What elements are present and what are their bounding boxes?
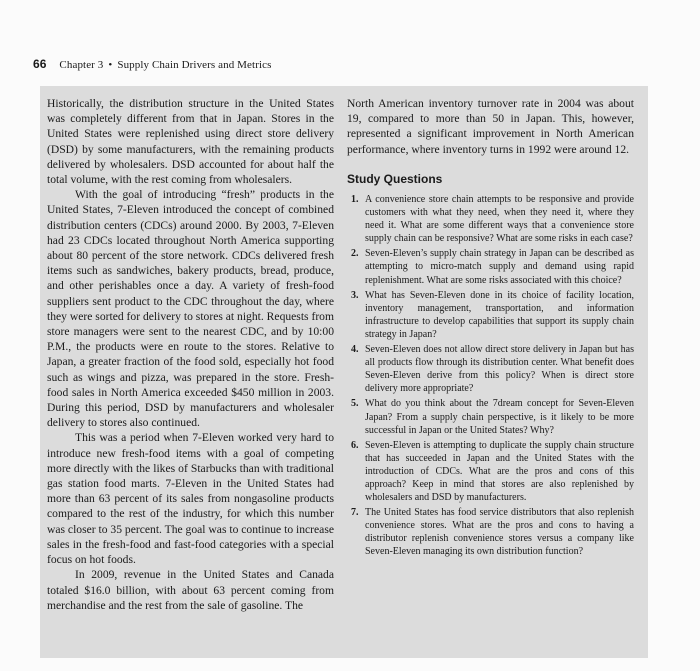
- list-item: [347, 193, 634, 245]
- study-questions-list: [347, 193, 634, 559]
- chapter-title: Supply Chain Drivers and Metrics: [117, 59, 272, 71]
- question-text: What do you think about the 7dream concept for Seven-Eleven Japan? From a supply chain perspective, is it likely to be more successful in Japan or the United States? Why?: [365, 398, 634, 436]
- question-text: The United States has food service distributors that also replenish convenience stores. What are the pros and cons to having a distributor replenish convenience stores versus a company like Seven-Eleven managing its own distribution function?: [365, 507, 634, 558]
- question-number: 6.: [351, 439, 359, 451]
- question-text: Seven-Eleven does not allow direct store delivery in Japan but has all products flow through its distribution center. What benefit does Seven-Eleven derive from this policy? When is direct store delivery more appropriate?: [365, 344, 634, 395]
- paragraph: In 2009, revenue in the United States and Canada totaled $16.0 billion, with about 63 percent coming from merchandise and the rest from the sale of gasoline. The: [47, 568, 334, 612]
- question-number: 4.: [351, 344, 359, 356]
- paragraph: With the goal of introducing “fresh” products in the United States, 7-Eleven introduced the concept of combined distribution centers (CDCs) around 2000. By 2003, 7-Eleven had 23 CDCs located throughout North America supporting about 80 percent of the store network. CDCs delivered fresh items such as sandwiches, bakery products, bread, produce, and other perishables once a day. A variety of fresh-food suppliers sent product to the CDC throughout the day, where they were sorted for delivery to stores at night. Requests from store managers were sent to the nearest CDC, and by 10:00 P.M., the products were en route to the stores. Relative to Japan, a greater fraction of the food sold, especially hot food such as wings and pizza, was prepared in the store. Fresh-food sales in North America exceeded $450 million in 2003. During this period, DSD by manufacturers and wholesaler delivery to stores also continued.: [47, 188, 334, 430]
- right-column: [347, 96, 634, 561]
- paragraph: Historically, the distribution structure in the United States was completely different from that in Japan. Stores in the United States were replenished using direct store delivery (DSD) by some manufacturers, with the remaining products delivered by wholesalers. DSD accounted for about half the total volume, with the rest coming from wholesalers.: [47, 97, 334, 187]
- question-number: 5.: [351, 398, 359, 410]
- list-item: [347, 343, 634, 395]
- study-questions-heading: Study Questions: [347, 171, 443, 186]
- list-item: [347, 397, 634, 436]
- question-text: A convenience store chain attempts to be responsive and provide customers with what they need, when they need it, where they need it. What are some different ways that a convenience store supply chain can be responsive? What are some risks in each case?: [365, 194, 634, 245]
- question-text: Seven-Eleven is attempting to duplicate the supply chain structure that has succeeded in Japan and the United States with the introduction of CDCs. What are the pros and cons of this approach? Keep in mind that stores are also replenished by wholesalers and DSD by manufacturers.: [365, 439, 634, 504]
- question-number: 3.: [351, 289, 359, 301]
- question-text: What has Seven-Eleven done in its choice of facility location, inventory management, transportation, and information infrastructure to develop capabilities that support its supply chain strategy in Japan?: [365, 289, 634, 340]
- list-item: [347, 247, 634, 286]
- paragraph: North American inventory turnover rate in 2004 was about 19, compared to more than 50 in Japan. This, however, represented a significant improvement in North American performance, where inventory turns in 1992 were around 12.: [347, 97, 634, 156]
- page-number: 66: [33, 57, 47, 71]
- list-item: [347, 439, 634, 504]
- list-item: [347, 506, 634, 558]
- question-number: 1.: [351, 194, 359, 206]
- question-number: 7.: [351, 507, 359, 519]
- chapter-label: Chapter 3: [59, 59, 104, 71]
- list-item: [347, 289, 634, 341]
- left-column: [47, 96, 334, 613]
- question-text: Seven-Eleven’s supply chain strategy in Japan can be described as attempting to micro-match supply and demand using rapid replenishment. What are some risks associated with this choice?: [365, 248, 634, 286]
- header-separator: •: [108, 59, 113, 71]
- page-header: [33, 57, 271, 71]
- paragraph: This was a period when 7-Eleven worked very hard to introduce new fresh-food items with a goal of competing more directly with the likes of Starbucks than with traditional gas station food marts. 7-Eleven in the United States had more than 63 percent of its sales from nongasoline products compared to the rest of the industry, for which this number was closer to 35 percent. The goal was to continue to increase sales in the fresh-food and fast-food categories with a special focus on hot foods.: [47, 431, 334, 567]
- question-number: 2.: [351, 248, 359, 260]
